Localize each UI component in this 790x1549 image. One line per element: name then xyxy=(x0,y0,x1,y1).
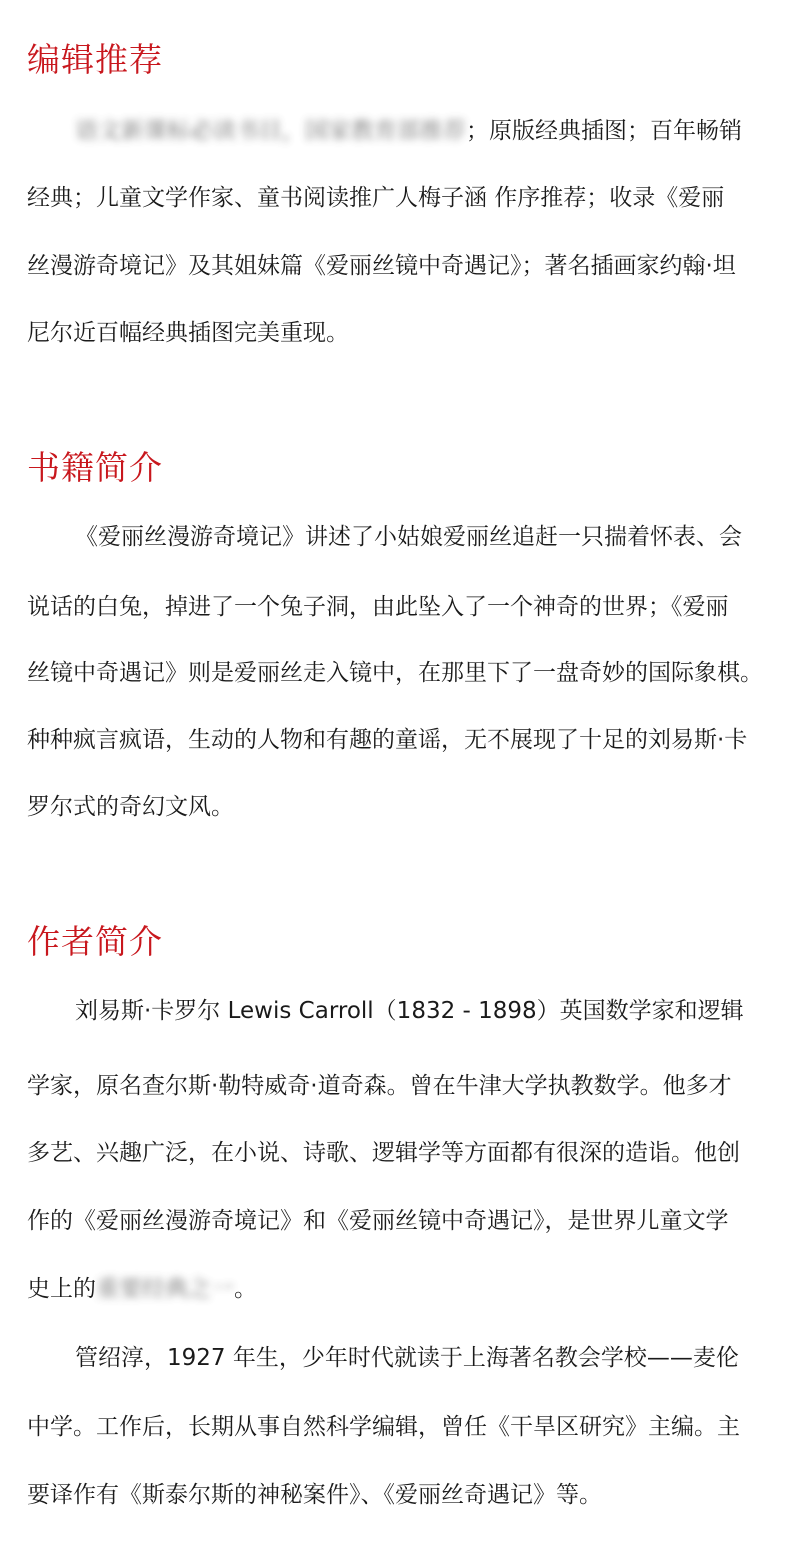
editor-line-1-text: ；原版经典插图；百年畅销 xyxy=(466,118,742,144)
book-intro-heading: 书籍简介 xyxy=(27,448,163,487)
intro-line-5: 罗尔式的奇幻文风。 xyxy=(27,794,234,820)
author-line-5 xyxy=(27,1274,257,1304)
author-line-3: 多艺、兴趣广泛，在小说、诗歌、逻辑学等方面都有很深的造诣。他创 xyxy=(27,1140,740,1166)
blurred-text: 重要经典之一 xyxy=(96,1276,234,1302)
blurred-text: 语文新课标必读书目，国家教育部推荐 xyxy=(75,118,466,144)
author-line-5-suffix: 。 xyxy=(234,1276,257,1302)
intro-line-1: 《爱丽丝漫游奇境记》讲述了小姑娘爱丽丝追赶一只揣着怀表、会 xyxy=(75,524,742,550)
translator-line-2: 中学。工作后，长期从事自然科学编辑，曾任《干旱区研究》主编。主 xyxy=(27,1414,740,1440)
editor-line-1 xyxy=(75,116,742,146)
editor-line-3: 丝漫游奇境记》及其姐妹篇《爱丽丝镜中奇遇记》；著名插画家约翰·坦 xyxy=(27,253,736,279)
translator-line-3: 要译作有《斯泰尔斯的神秘案件》、《爱丽丝奇遇记》等。 xyxy=(27,1482,602,1508)
intro-line-2: 说话的白兔，掉进了一个兔子洞，由此坠入了一个神奇的世界；《爱丽 xyxy=(27,594,729,620)
intro-line-3: 丝镜中奇遇记》则是爱丽丝走入镜中，在那里下了一盘奇妙的国际象棋。 xyxy=(27,660,763,686)
author-line-5-prefix: 史上的 xyxy=(27,1276,96,1302)
intro-line-4: 种种疯言疯语，生动的人物和有趣的童谣，无不展现了十足的刘易斯·卡 xyxy=(27,727,748,753)
author-line-2: 学家，原名查尔斯·勒特威奇·道奇森。曾在牛津大学执教数学。他多才 xyxy=(27,1073,732,1099)
author-intro-heading: 作者简介 xyxy=(27,922,163,961)
editor-recommendation-heading: 编辑推荐 xyxy=(27,40,163,79)
translator-line-1: 管绍淳，1927 年生，少年时代就读于上海著名教会学校——麦伦 xyxy=(75,1345,739,1371)
author-line-4: 作的《爱丽丝漫游奇境记》和《爱丽丝镜中奇遇记》，是世界儿童文学 xyxy=(27,1208,729,1234)
author-line-1: 刘易斯·卡罗尔 Lewis Carroll（1832 - 1898）英国数学家和逻辑 xyxy=(75,998,744,1024)
editor-line-2: 经典；儿童文学作家、童书阅读推广人梅子涵 作序推荐；收录《爱丽 xyxy=(27,185,725,211)
editor-line-4: 尼尔近百幅经典插图完美重现。 xyxy=(27,320,349,346)
